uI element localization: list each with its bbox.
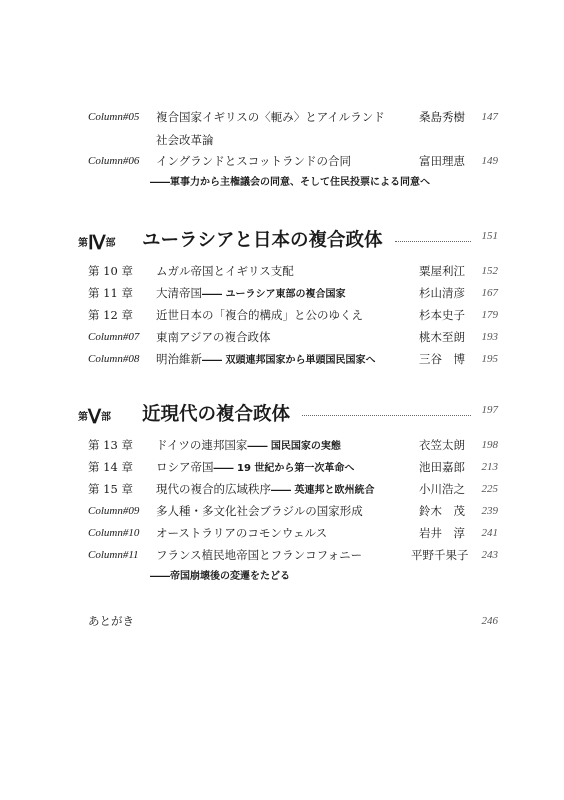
- entry-label: Column#06: [88, 155, 140, 167]
- toc-entry-column-07: [0, 328, 564, 346]
- entry-title: 大清帝国―― ユーラシア東部の複合国家: [156, 286, 346, 300]
- entry-label: Column#05: [88, 111, 140, 123]
- entry-author: 小川浩之: [419, 482, 465, 496]
- toc-entry-chapter-15: [0, 480, 564, 498]
- entry-label: Column#11: [88, 549, 139, 561]
- entry-page: 147: [481, 111, 498, 123]
- part-title: ユーラシアと日本の複合政体: [142, 230, 383, 251]
- toc-entry-chapter-13: [0, 436, 564, 454]
- entry-title: 現代の複合的広域秩序―― 英連邦と欧州統合: [156, 482, 375, 496]
- entry-label: 第 12 章: [88, 308, 133, 322]
- entry-page: 152: [481, 265, 498, 277]
- entry-author: 桃木至朗: [419, 330, 465, 344]
- entry-subtitle-inline: ―― 双頭連邦国家から単頭国民国家へ: [202, 355, 376, 366]
- entry-subtitle-inline: ―― 19 世紀から第一次革命へ: [213, 463, 355, 474]
- entry-author: 鈴木 茂: [419, 504, 465, 518]
- entry-label: Column#07: [88, 331, 140, 343]
- entry-author: 杉本史子: [419, 308, 465, 322]
- entry-author: 池田嘉郎: [419, 460, 465, 474]
- entry-title: ムガル帝国とイギリス支配: [156, 264, 294, 278]
- toc-entry-chapter-14: [0, 458, 564, 476]
- toc-entry-column-05: [0, 108, 564, 126]
- entry-title: フランス植民地帝国とフランコフォニー: [156, 548, 363, 562]
- entry-label: 第 10 章: [88, 264, 133, 278]
- entry-page: 246: [481, 615, 498, 627]
- entry-page: 225: [481, 483, 498, 495]
- entry-author: 三谷 博: [419, 352, 465, 366]
- toc-entry-chapter-10: [0, 262, 564, 280]
- toc-entry-column-08: [0, 350, 564, 368]
- toc-entry-chapter-11: [0, 284, 564, 302]
- entry-author: 平野千果子: [411, 548, 469, 562]
- entry-title: あとがき: [88, 614, 134, 628]
- toc-entry-continuation: [0, 131, 564, 149]
- toc-entry-column-11: [0, 546, 564, 564]
- entry-subtitle-inline: ―― 国民国家の実態: [247, 441, 341, 452]
- entry-label: 第 15 章: [88, 482, 133, 496]
- entry-page: 193: [481, 331, 498, 343]
- entry-subtitle: ――軍事力から主権議会の同意、そして住民投票による同意へ: [150, 177, 430, 188]
- entry-title-continuation: 社会改革論: [156, 133, 214, 147]
- entry-author: 粟屋利江: [419, 264, 465, 278]
- entry-page: 239: [481, 505, 498, 517]
- entry-title: ロシア帝国―― 19 世紀から第一次革命へ: [156, 460, 355, 474]
- leader-dots: [395, 241, 471, 242]
- entry-author: 杉山清彦: [419, 286, 465, 300]
- toc-entry-afterword: [0, 612, 564, 630]
- entry-label: Column#10: [88, 527, 140, 539]
- entry-title: オーストラリアのコモンウェルス: [156, 526, 328, 540]
- entry-label: Column#09: [88, 505, 140, 517]
- entry-title: 複合国家イギリスの〈軛み〉とアイルランド: [156, 110, 385, 124]
- part-title: 近現代の複合政体: [142, 404, 291, 425]
- part-page: 151: [481, 230, 498, 242]
- entry-title: 多人種・多文化社会ブラジルの国家形成: [156, 504, 363, 518]
- entry-page: 149: [481, 155, 498, 167]
- entry-subtitle: ――帝国崩壊後の変遷をたどる: [150, 571, 290, 582]
- entry-page: 195: [481, 353, 498, 365]
- entry-label: 第 13 章: [88, 438, 133, 452]
- toc-entry-column-06: [0, 152, 564, 170]
- entry-author: 富田理恵: [419, 154, 465, 168]
- part-page: 197: [481, 404, 498, 416]
- entry-author: 桑島秀樹: [419, 110, 465, 124]
- toc-entry-subtitle: [0, 568, 564, 586]
- entry-label: Column#08: [88, 353, 140, 365]
- toc-entry-subtitle: [0, 174, 564, 192]
- toc-entry-column-09: [0, 502, 564, 520]
- part-4-heading: [0, 222, 564, 256]
- entry-label: 第 14 章: [88, 460, 133, 474]
- entry-page: 243: [481, 549, 498, 561]
- entry-page: 241: [481, 527, 498, 539]
- entry-page: 179: [481, 309, 498, 321]
- entry-title: 東南アジアの複合政体: [156, 330, 271, 344]
- toc-entry-chapter-12: [0, 306, 564, 324]
- part-number: 第Ⅴ部: [78, 407, 111, 428]
- leader-dots: [302, 415, 471, 416]
- toc-entry-column-10: [0, 524, 564, 542]
- entry-page: 198: [481, 439, 498, 451]
- entry-title: 明治維新―― 双頭連邦国家から単頭国民国家へ: [156, 352, 376, 366]
- entry-subtitle-inline: ―― 英連邦と欧州統合: [271, 485, 375, 496]
- entry-title: イングランドとスコットランドの合同: [156, 154, 352, 168]
- entry-title: ドイツの連邦国家―― 国民国家の実態: [156, 438, 341, 452]
- part-5-heading: [0, 396, 564, 430]
- entry-page: 167: [481, 287, 498, 299]
- entry-author: 岩井 淳: [419, 526, 465, 540]
- entry-subtitle-inline: ―― ユーラシア東部の複合国家: [202, 289, 346, 300]
- part-number: 第Ⅳ部: [78, 233, 116, 254]
- entry-page: 213: [481, 461, 498, 473]
- entry-title: 近世日本の「複合的構成」と公のゆくえ: [156, 308, 363, 322]
- entry-label: 第 11 章: [88, 286, 133, 300]
- entry-author: 衣笠太朗: [419, 438, 465, 452]
